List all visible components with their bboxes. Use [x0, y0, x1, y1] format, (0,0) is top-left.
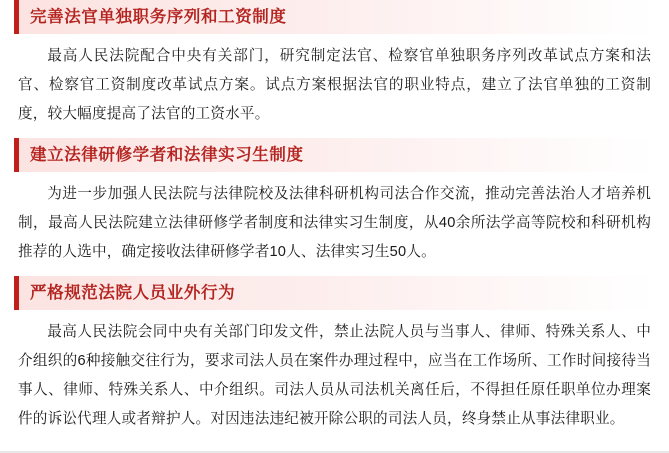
section-3	[14, 276, 655, 438]
section-paragraph: 最高人民法院会同中央有关部门印发文件，禁止法院人员与当事人、律师、特殊关系人、中介组织的6种接触交往行为，要求司法人员在案件办理过程中，应当在工作场所、工作时间接待当事人、律师、特殊关系人、中介组织。司法人员从司法机关离任后，不得担任原任职单位办理案件的诉讼代理人或者辩护人。对因违法违纪被开除公职的司法人员，终身禁止从事法律职业。	[18, 324, 651, 427]
section-heading: 完善法官单独职务序列和工资制度	[14, 0, 655, 34]
section-paragraph: 最高人民法院配合中央有关部门，研究制定法官、检察官单独职务序列改革试点方案和法官、检察官工资制度改革试点方案。试点方案根据法官的职业特点，建立了法官单独的工资制度，较大幅度提高了法官的工资水平。	[18, 48, 651, 122]
section-1	[14, 0, 655, 133]
section-2	[14, 138, 655, 271]
section-paragraph: 为进一步加强人民法院与法律院校及法律科研机构司法合作交流，推动完善法治人才培养机制，最高人民法院建立法律研修学者制度和法律实习生制度，从40余所法学高等院校和科研机构推荐的人选中，确定接收法律研修学者10人、法律实习生50人。	[18, 186, 651, 260]
section-heading: 建立法律研修学者和法律实习生制度	[14, 138, 655, 172]
section-heading: 严格规范法院人员业外行为	[14, 276, 655, 310]
